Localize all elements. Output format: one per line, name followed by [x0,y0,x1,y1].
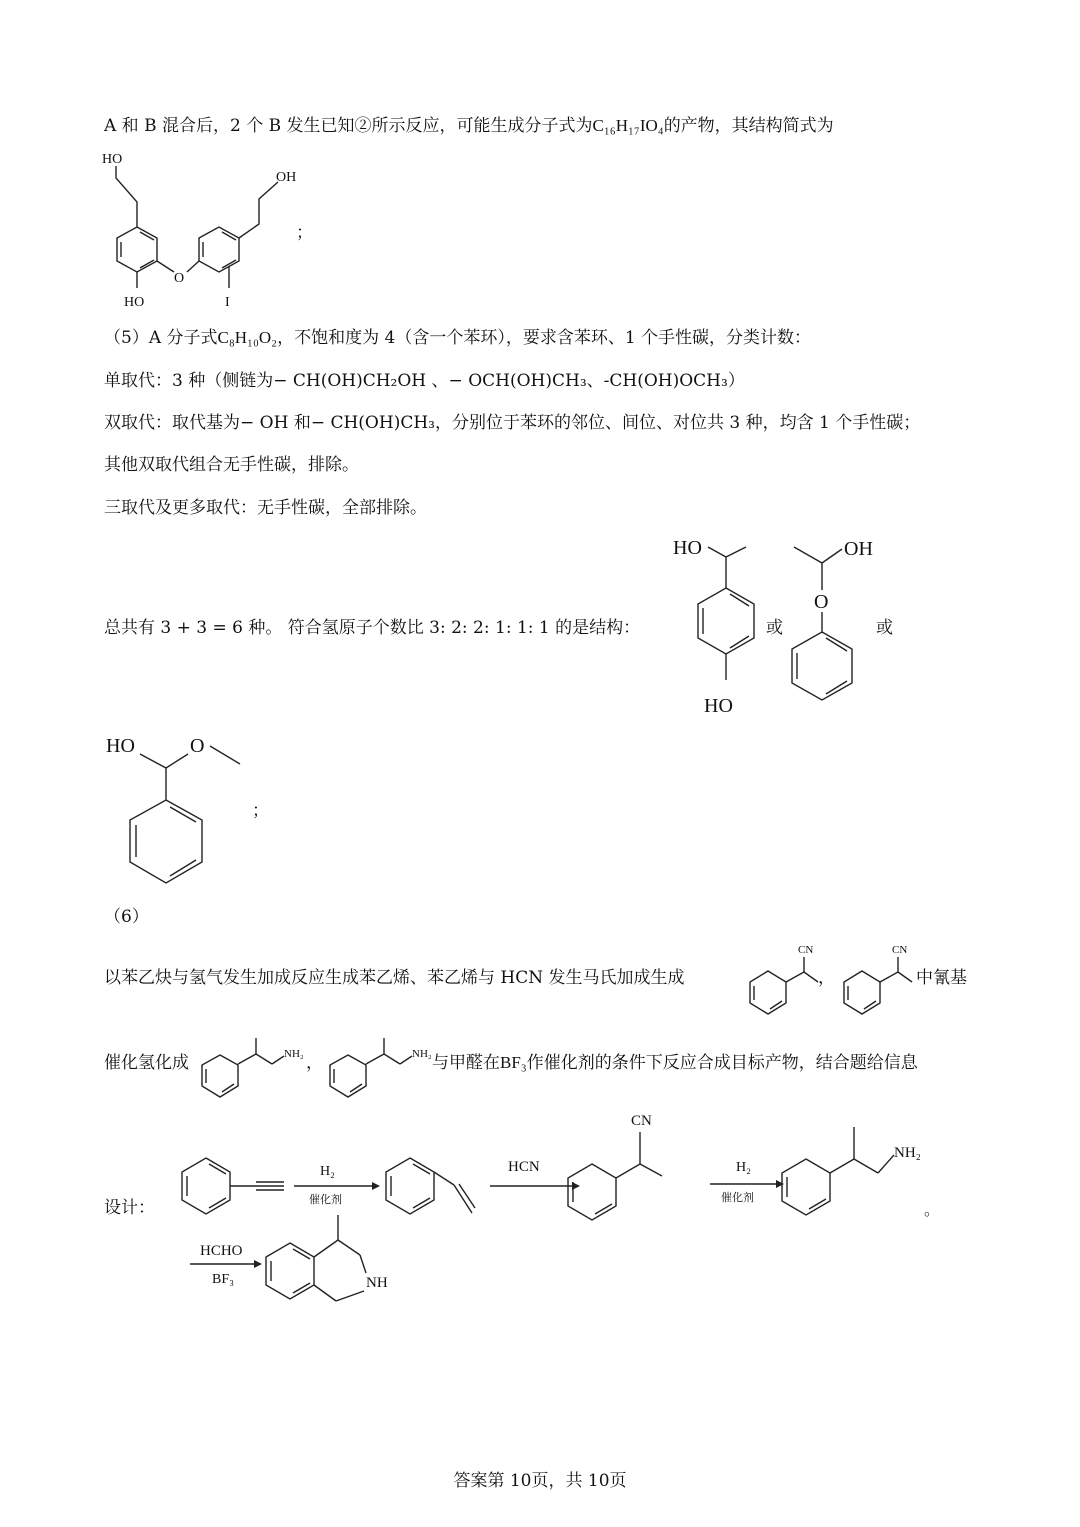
part5-line6: 总共有 3 + 3 = 6 种。 符合氢原子个数比 3: 2: 2: 1: 1: 1 的是结构： [104,618,641,638]
arrow2-hcn: HCN [508,1159,540,1175]
dimer-o-bridge: O [174,271,185,286]
arrow4-hcho: HCHO [200,1243,243,1259]
nitrile-2-cn: CN [892,944,908,956]
part5-line4: 其他双取代组合无手性碳，排除。 [104,455,359,475]
s3-ho: HO [106,735,135,757]
amine-nh2: NH₂ [894,1145,921,1161]
part6-line2-comma: ， [306,1053,323,1073]
part5-semicolon: ； [252,801,269,821]
part6-line1-tail: 中氰基 [916,968,967,988]
arrow1-h2: H₂ [320,1164,335,1179]
part5-line1-b: ，不饱和度为 4（含一个苯环），要求含苯环、1 个手性碳，分类计数： [277,328,812,348]
s2-o: O [814,591,829,613]
part5-line2: 单取代：3 种（侧链为− CH(OH)CH₂OH 、− OCH(OH)CH₃、-CH(OH)OCH₃） [104,371,745,391]
para1-tail: 的产物，其结构简式为 [663,116,834,136]
dimer-iodo: I [225,295,230,310]
structure-3 [104,732,254,892]
structure-1 [668,530,778,720]
part5-line1 [104,327,811,349]
design-label: 设计： [104,1198,155,1218]
part6-line1-comma: ， [818,968,835,988]
s3-o: O [190,735,205,757]
nitrile-inline-1 [746,942,816,1012]
part6-line2-a: 催化氢化成 [104,1053,189,1073]
arrow3-catalyst: 催化剂 [721,1192,754,1204]
part6-bf3-formula: BF₃ [500,1053,527,1072]
page-footer: 答案第 10页，共 10页 [453,1471,627,1491]
dimer-ho-bottom: HO [124,295,145,310]
scheme-period: 。 [924,1202,941,1219]
arrow4-bf3: BF₃ [212,1272,235,1287]
part6-line1: 以苯乙炔与氢气发生加成反应生成苯乙烯、苯乙烯与 HCN 发生马氏加成生成 [104,968,685,988]
nitrile-1-cn: CN [798,944,814,956]
part6-label: （6） [104,907,149,927]
dimer-semicolon: ； [296,223,313,243]
part5-line3: 双取代：取代基为− OH 和− CH(OH)CH₃，分别位于苯环的邻位、间位、对位共 3 种，均含 1 个手性碳； [104,413,921,433]
part6-line2-rest [432,1052,918,1074]
dimer-ho-top: HO [102,152,123,167]
s2-oh: OH [844,538,873,560]
para1-text: A 和 B 混合后，2 个 B 发生已知②所示反应，可能生成分子式为 [104,116,593,136]
arrow1-catalyst: 催化剂 [309,1194,342,1206]
nitrile-inline-2 [840,942,920,1012]
part5-line5: 三取代及更多取代：无手性碳，全部排除。 [104,498,427,518]
amine-2-nh2: NH₂ [412,1048,432,1060]
para1-formula: C₁₆H₁₇IO₄ [592,116,664,135]
or-1: 或 [766,618,783,638]
amine-1-nh2: NH₂ [284,1048,304,1060]
part5-formula: C₈H₁₀O₂ [217,328,278,347]
synthesis-scheme [160,1105,980,1315]
nitrile-cn: CN [631,1113,652,1129]
target-nh: NH [366,1275,388,1291]
arrow3-h2: H₂ [736,1160,751,1175]
part6-line2-b: 与甲醛在 [432,1053,500,1073]
s1-ho-top: HO [673,537,702,559]
para1-line [104,115,834,137]
or-2: 或 [876,618,893,638]
s1-ho-bottom: HO [704,695,733,717]
dimer-oh-top: OH [276,170,297,185]
part6-line2-c: 作催化剂的条件下反应合成目标产物，结合题给信息 [526,1053,918,1073]
part5-line1-a: （5）A 分子式 [104,328,218,348]
